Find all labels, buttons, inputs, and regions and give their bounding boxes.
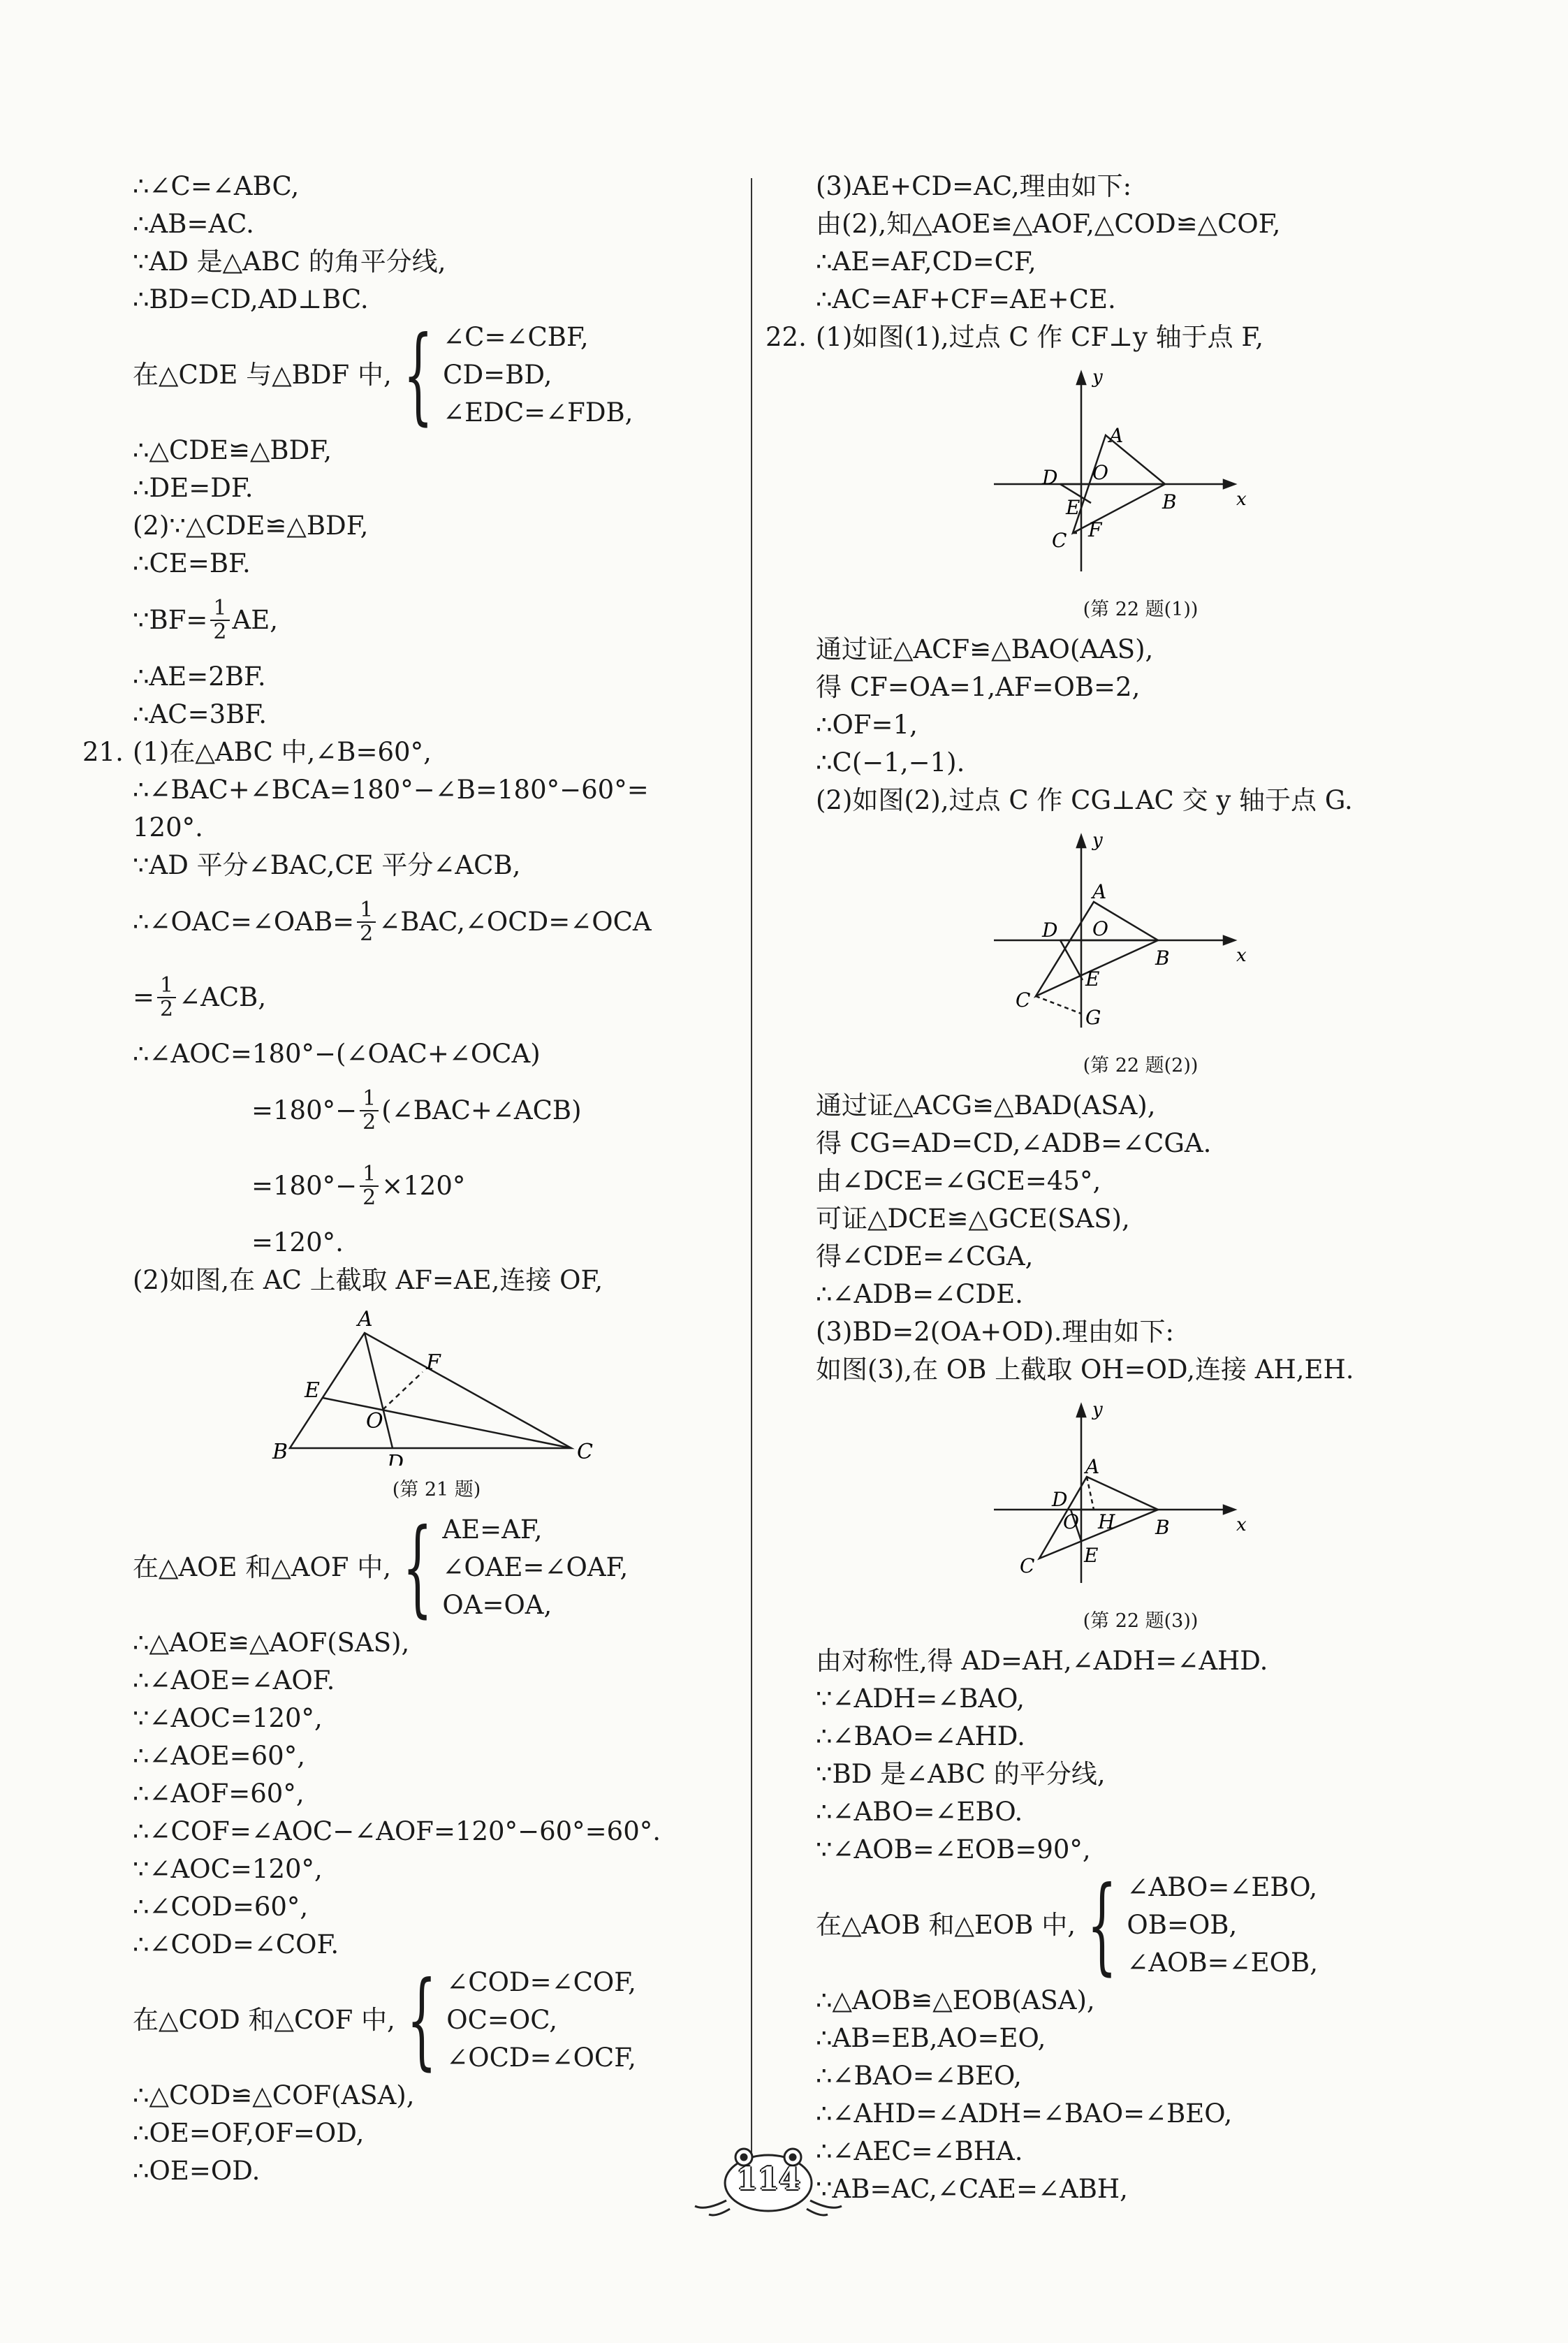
line-part: (1)在△ABC 中,∠B=60°, (133, 737, 432, 767)
line-part: ∴∠OAC=∠OAB= (133, 907, 355, 937)
text-line: ∴OE=OD. (133, 2156, 261, 2186)
system-item: ∠OAE=∠OAF, (442, 1552, 629, 1582)
text-line: ∴∠COD=∠COF. (133, 1929, 339, 1959)
system-intro: 在△CDE 与△BDF 中, (133, 360, 392, 390)
point-label: D (1042, 466, 1058, 489)
text-line: ∴AE=2BF. (133, 662, 266, 692)
text-line: 得 CG=AD=CD,∠ADB=∠CGA. (816, 1128, 1212, 1158)
text-line: 通过证△ACG≌△BAD(ASA), (816, 1090, 1156, 1121)
point-label: C (1020, 1554, 1035, 1577)
question-21-line (82, 733, 740, 771)
point-label: G (1085, 1006, 1101, 1029)
line-part: AE, (232, 605, 278, 635)
axis-label: x (1236, 489, 1247, 510)
figure-caption: (第 21 题) (392, 1479, 481, 1501)
text-line: 由对称性,得 AD=AH,∠ADH=∠AHD. (816, 1646, 1268, 1676)
point-label: O (1092, 917, 1108, 940)
point-label: A (1085, 1455, 1100, 1478)
text-line: ∴∠AOE=60°, (133, 1741, 305, 1771)
figure-22-2 (816, 825, 1465, 1080)
line-part: (∠BAC+∠ACB) (381, 1095, 582, 1125)
fraction-denominator: 2 (362, 1110, 376, 1134)
left-column (82, 168, 740, 2190)
text-line-fraction (133, 1148, 740, 1224)
text-line: 由∠DCE=∠GCE=45°, (816, 1166, 1101, 1196)
text-line: ∴DE=DF. (133, 473, 254, 503)
congruence-system (133, 1959, 740, 2081)
text-line: ∴C(−1,−1). (816, 747, 965, 778)
page-number: 114 (736, 2161, 800, 2197)
figure-22-1 (816, 362, 1465, 624)
system-intro: 在△COD 和△COF 中, (133, 2005, 395, 2035)
text-line: ∵BD 是∠ABC 的平分线, (816, 1759, 1106, 1789)
congruence-system (816, 1864, 1465, 1986)
text-line: ∴AC=3BF. (133, 699, 267, 729)
text-line: ∴AB=AC. (133, 209, 254, 239)
text-line: ∴△AOE≌△AOF(SAS), (133, 1628, 410, 1658)
system-item: ∠ABO=∠EBO, (1127, 1872, 1318, 1902)
text-line: 得∠CDE=∠CGA, (816, 1241, 1034, 1271)
text-line: (2)如图(2),过点 C 作 CG⊥AC 交 y 轴于点 G. (816, 785, 1353, 815)
text-line: ∴CE=BF. (133, 548, 251, 578)
point-label: C (577, 1440, 593, 1464)
brace-icon: { (402, 1507, 433, 1628)
text-line: ∵AD 是△ABC 的角平分线, (133, 247, 446, 277)
text-line: ∴△AOB≌△EOB(ASA), (816, 1985, 1095, 2015)
fraction (357, 899, 376, 945)
text-line: ∴AB=EB,AO=EO, (816, 2023, 1046, 2053)
fraction-numerator: 1 (210, 597, 229, 621)
point-label: O (1063, 1510, 1079, 1533)
system-item: AE=AF, (442, 1514, 543, 1545)
point-label: B (272, 1440, 288, 1464)
fraction-numerator: 1 (360, 1088, 379, 1111)
point-label: D (1052, 1488, 1068, 1511)
line-part: (1)如图(1),过点 C 作 CF⊥y 轴于点 F, (816, 322, 1264, 352)
axis-label: y (1092, 367, 1103, 388)
text-line: ∴BD=CD,AD⊥BC. (133, 284, 369, 314)
text-line: ∴∠BAO=∠AHD. (816, 1721, 1025, 1751)
system-item: OB=OB, (1127, 1910, 1238, 1940)
point-label: B (1162, 490, 1177, 513)
brace-icon: { (1087, 1864, 1118, 1986)
coordinate-diagram (816, 362, 1465, 585)
fraction-denominator: 2 (213, 620, 227, 644)
text-line: ∴∠COD=60°, (133, 1892, 309, 1922)
text-line: (2)∵△CDE≌△BDF, (133, 511, 369, 541)
point-label: E (1084, 1544, 1099, 1567)
text-line: ∴∠AHD=∠ADH=∠BAO=∠BEO, (816, 2099, 1233, 2129)
text-line: ∴OF=1, (816, 710, 918, 740)
figure-21 (133, 1305, 740, 1504)
fraction-denominator: 2 (360, 921, 374, 946)
point-label: E (305, 1378, 320, 1403)
text-line: ∴△CDE≌△BDF, (133, 435, 332, 465)
figure-22-3 (816, 1394, 1465, 1635)
text-line: (3)BD=2(OA+OD).理由如下: (816, 1317, 1174, 1347)
text-line: ∴∠AEC=∠BHA. (816, 2136, 1023, 2166)
line-part: =180°− (251, 1095, 358, 1125)
system-item: ∠C=∠CBF, (443, 322, 589, 352)
triangle-diagram (133, 1305, 740, 1466)
point-label: E (1085, 968, 1100, 991)
point-label: O (1092, 461, 1108, 484)
text-line: =120°. (251, 1227, 344, 1257)
text-line: ∴∠AOE=∠AOF. (133, 1665, 335, 1695)
axis-label: y (1092, 1399, 1103, 1420)
system-item: OA=OA, (442, 1590, 552, 1620)
system-item: CD=BD, (443, 360, 552, 390)
fraction-numerator: 1 (360, 1163, 379, 1187)
text-line: ∴∠C=∠ABC, (133, 171, 300, 201)
text-line: 由(2),知△AOE≌△AOF,△COD≌△COF, (816, 209, 1281, 239)
point-label: A (1109, 424, 1124, 447)
fraction (360, 1163, 379, 1209)
axis-label: x (1236, 1514, 1247, 1535)
point-label: F (1088, 518, 1102, 541)
fraction-denominator: 2 (160, 997, 174, 1021)
congruence-system (133, 314, 740, 436)
text-line: ∴AC=AF+CF=AE+CE. (816, 284, 1116, 314)
figure-caption: (第 22 题(2)) (1083, 1055, 1199, 1076)
system-item: ∠EDC=∠FDB, (443, 397, 633, 428)
text-line: ∵∠ADH=∠BAO, (816, 1684, 1025, 1714)
text-line: ∴∠AOC=180°−(∠OAC+∠OCA) (133, 1039, 541, 1069)
text-line-fraction (133, 884, 740, 960)
point-label: B (1155, 947, 1170, 970)
fraction (360, 1088, 379, 1134)
point-label: C (1052, 529, 1067, 552)
point-label: A (358, 1307, 373, 1331)
text-line: ∵AD 平分∠BAC,CE 平分∠ACB, (133, 850, 521, 880)
fraction-numerator: 1 (357, 899, 376, 923)
point-label: H (1098, 1510, 1115, 1533)
text-line: (3)AE+CD=AC,理由如下: (816, 171, 1132, 201)
point-label: O (366, 1409, 383, 1433)
system-item: OC=OC, (446, 2005, 557, 2035)
line-part: = (133, 982, 155, 1012)
line-part: ∠BAC,∠OCD=∠OCA (379, 907, 652, 937)
text-line: ∴∠COF=∠AOC−∠AOF=120°−60°=60°. (133, 1816, 661, 1846)
point-label: A (1092, 880, 1107, 903)
line-part: =180°− (251, 1171, 358, 1201)
system-intro: 在△AOE 和△AOF 中, (133, 1552, 391, 1582)
text-line: ∵∠AOC=120°, (133, 1703, 323, 1733)
system-intro: 在△AOB 和△EOB 中, (816, 1910, 1076, 1940)
text-line: (2)如图,在 AC 上截取 AF=AE,连接 OF, (133, 1265, 603, 1295)
text-line: ∴OE=OF,OF=OD, (133, 2118, 365, 2148)
system-item: ∠COD=∠COF, (446, 1967, 636, 1997)
fraction-numerator: 1 (157, 975, 176, 998)
text-line-fraction (133, 583, 740, 658)
text-line: ∴∠AOF=60°, (133, 1779, 305, 1809)
text-line: ∴∠BAO=∠BEO, (816, 2061, 1022, 2091)
coordinate-diagram (816, 825, 1465, 1042)
fraction-denominator: 2 (362, 1185, 376, 1210)
text-line: 得 CF=OA=1,AF=OB=2, (816, 672, 1141, 702)
figure-caption: (第 22 题(3)) (1083, 1610, 1199, 1632)
axis-label: y (1092, 830, 1103, 851)
text-line: ∵AB=AC,∠CAE=∠ABH, (816, 2174, 1128, 2204)
question-22-line (765, 319, 1465, 356)
question-number: 22. (765, 322, 807, 352)
point-label: E (1066, 496, 1080, 519)
text-line: 如图(3),在 OB 上截取 OH=OD,连接 AH,EH. (816, 1355, 1354, 1385)
congruence-system (133, 1507, 740, 1628)
brace-icon: { (402, 314, 433, 436)
line-part: ×120° (381, 1171, 466, 1201)
text-line: 120°. (133, 812, 203, 842)
text-line-fraction (133, 960, 740, 1035)
column-divider (751, 178, 752, 2155)
brace-icon: { (406, 1959, 437, 2081)
text-line: ∴AE=AF,CD=CF, (816, 247, 1036, 277)
line-part: ∵BF= (133, 605, 208, 635)
question-number: 21. (82, 737, 124, 767)
point-label: B (1155, 1516, 1170, 1539)
text-line: ∴△COD≌△COF(ASA), (133, 2080, 415, 2110)
text-line: ∴∠ADB=∠CDE. (816, 1279, 1023, 1309)
point-label: F (426, 1350, 441, 1375)
point-label: D (1042, 919, 1058, 942)
system-item: ∠AOB=∠EOB, (1127, 1948, 1318, 1978)
coordinate-diagram (816, 1394, 1465, 1597)
text-line: 可证△DCE≌△GCE(SAS), (816, 1204, 1130, 1234)
fraction (157, 975, 176, 1021)
text-line: ∵∠AOC=120°, (133, 1854, 323, 1884)
text-line: 通过证△ACF≌△BAO(AAS), (816, 634, 1154, 664)
text-line: ∴∠ABO=∠EBO. (816, 1797, 1023, 1827)
text-line: ∴∠BAC+∠BCA=180°−∠B=180°−60°= (133, 775, 649, 805)
text-line-fraction (133, 1073, 740, 1148)
point-label: C (1016, 988, 1031, 1012)
figure-caption: (第 22 题(1)) (1083, 599, 1199, 620)
system-item: ∠OCD=∠OCF, (446, 2043, 636, 2073)
fraction (210, 597, 229, 643)
axis-label: x (1236, 945, 1247, 966)
line-part: ∠ACB, (179, 982, 267, 1012)
text-line: ∵∠AOB=∠EOB=90°, (816, 1834, 1091, 1864)
point-label: D (387, 1451, 404, 1466)
